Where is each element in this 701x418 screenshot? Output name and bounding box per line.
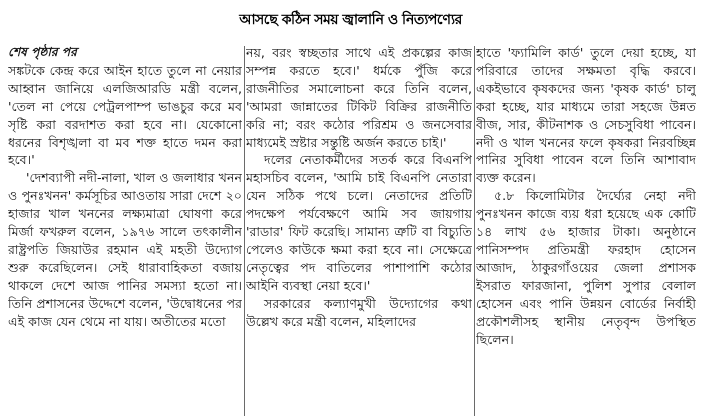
paragraph: সঙ্কটকে কেন্দ্র করে আইন হাতে তুলে না নেয়ার আহ্বান জানিয়ে এলজিআরডি মন্ত্রী বলেন, 'তেল না পেয়ে পেট্রলপাম্প ভাঙচুর করে মব সৃষ্টি করা বরদাশত করা হবে না। যেকোনো ধরনের বিশৃঙ্খলা বা মব শক্ত হাতে দমন করা হবে।' — [8, 62, 242, 168]
paragraph: 'দেশব্যাপী নদী-নালা, খাল ও জলাধার খনন ও পুনঃখনন' কর্মসূচির আওতায় সারা দেশে ২০ হাজার খাল খননের লক্ষ্যমাত্রা ঘোষণা করে মির্জা ফখরুল বলেন, ১৯৭৬ সালে তৎকালীন রাষ্ট্রপতি জিয়াউর রহমান এই মহতী উদ্যোগ শুরু করেছিলেন। সেই ধারাবাহিকতা বজায় থাকলে দেশে আজ পানির সমস্যা হতো না। তিনি প্রশাসনের উদ্দেশে বলেন, 'উদ্বোধনের পর এই কাজ যেন থেমে না যায়। অতীতের মতো — [8, 170, 242, 329]
paragraph: হাতে 'ফ্যামিলি কার্ড' তুলে দেয়া হচ্ছে, যা পরিবারে তাদের সক্ষমতা বৃদ্ধি করবে। একইভাবে কৃষকদের জন্য 'কৃষক কার্ড' চালু করা হচ্ছে, যার মাধ্যমে তারা সহজে উন্নত বীজ, সার, কীটনাশক ও সেচসুবিধা পাবেন। নদী ও খাল খননের ফলে কৃষকরা নিরবচ্ছিন্ন পানির সুবিধা পাবেন বলে তিনি আশাবাদ ব্যক্ত করেন। — [476, 45, 696, 186]
article-column-2 — [246, 44, 472, 418]
column-rule — [474, 46, 475, 416]
column-rule — [244, 46, 245, 416]
article-column-1 — [8, 44, 242, 418]
paragraph: সরকারের কল্যাণমুখী উদ্যোগের কথা উল্লেখ করে মন্ত্রী বলেন, মহিলাদের — [246, 295, 472, 329]
article-column-3 — [476, 44, 696, 418]
continuation-kicker: শেষ পৃষ্ঠার পর — [8, 45, 77, 59]
paragraph: ৫.৮ কিলোমিটার দৈর্ঘ্যের নেহা নদী পুনঃখনন কাজে ব্যয় ধরা হয়েছে এক কোটি ১৪ লাখ ৫৬ হাজার টাকা। অনুষ্ঠানে পানিসম্পদ প্রতিমন্ত্রী ফরহাদ হোসেন আজাদ, ঠাকুরগাঁওয়ের জেলা প্রশাসক ইসরাত ফারজানা, পুলিশ সুপার বেলাল হোসেন এবং পানি উন্নয়ন বোর্ডের নির্বাহী প্রকৌশলীসহ স্থানীয় নেতৃবৃন্দ উপস্থিত ছিলেন। — [476, 188, 696, 347]
paragraph: দলের নেতাকর্মীদের সতর্ক করে বিএনপি মহাসচিব বলেন, 'আমি চাই বিএনপি নেতারা যেন সঠিক পথে চলে। নেতাদের প্রতিটি পদক্ষেপ পর্যবেক্ষণে আমি সব জায়গায় 'রাডার' ফিট করেছি। সামান্য ত্রুটি বা বিচ্যুতি পেলেও কাউকে ক্ষমা করা হবে না। সেক্ষেত্রে নেতৃত্বের পদ বাতিলের পাশাপাশি কঠোর আইনি ব্যবস্থা নেয়া হবে।' — [246, 152, 472, 293]
headline: আসছে কঠিন সময় জ্বালানি ও নিত্যপণ্যের — [239, 12, 462, 28]
paragraph: নয়, বরং স্বচ্ছতার সাথে এই প্রকল্পের কাজ সম্পন্ন করতে হবে।' ধর্মকে পুঁজি করে রাজনীতির সমালোচনা করে তিনি বলেন, 'আমরা জান্নাতের টিকিট বিক্রির রাজনীতি করি না; বরং কঠোর পরিশ্রম ও জনসেবার মাধ্যমেই স্রষ্টার সন্তুষ্টি অর্জন করতে চাই।' — [246, 45, 472, 150]
